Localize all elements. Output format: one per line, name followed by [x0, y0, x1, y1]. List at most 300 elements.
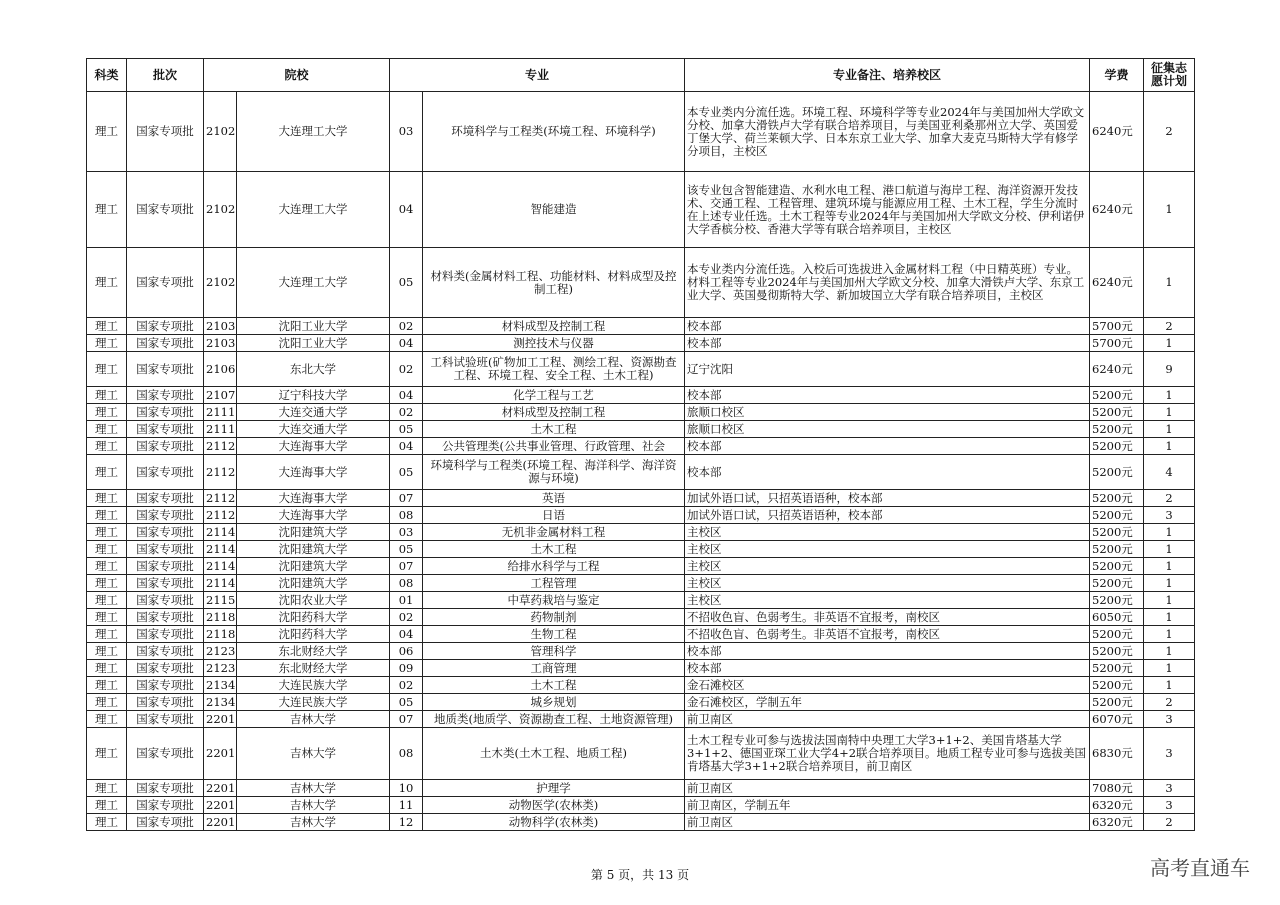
cell-fee: 5200元 — [1090, 643, 1144, 660]
cell-school: 大连交通大学 — [237, 404, 390, 421]
cell-plan: 1 — [1144, 660, 1195, 677]
cell-fee: 5700元 — [1090, 335, 1144, 352]
cell-school: 吉林大学 — [237, 797, 390, 814]
cell-batch: 国家专项批 — [127, 677, 204, 694]
cell-school-code: 2114 — [204, 575, 237, 592]
admission-plan-table — [86, 58, 1195, 831]
table-row — [87, 438, 1195, 455]
cell-school-code: 2102 — [204, 172, 237, 248]
table-row — [87, 643, 1195, 660]
cell-fee: 5200元 — [1090, 455, 1144, 490]
cell-major-code: 11 — [390, 797, 423, 814]
cell-major: 环境科学与工程类(环境工程、环境科学) — [423, 92, 685, 172]
cell-notes: 校本部 — [685, 660, 1090, 677]
table-row — [87, 404, 1195, 421]
header-notes: 专业备注、培养校区 — [685, 59, 1090, 92]
table-row — [87, 421, 1195, 438]
cell-school: 大连海事大学 — [237, 490, 390, 507]
header-row — [87, 59, 1195, 92]
cell-plan: 3 — [1144, 711, 1195, 728]
cell-major-code: 03 — [390, 524, 423, 541]
cell-category: 理工 — [87, 626, 127, 643]
table-row — [87, 592, 1195, 609]
cell-school: 东北财经大学 — [237, 643, 390, 660]
watermark-text: 高考直通车 — [1150, 856, 1250, 880]
cell-fee: 5200元 — [1090, 404, 1144, 421]
cell-plan: 1 — [1144, 575, 1195, 592]
cell-notes: 校本部 — [685, 643, 1090, 660]
cell-major: 动物科学(农林类) — [423, 814, 685, 831]
cell-school-code: 2114 — [204, 558, 237, 575]
header-category: 科类 — [87, 59, 127, 92]
cell-batch: 国家专项批 — [127, 438, 204, 455]
cell-school: 东北财经大学 — [237, 660, 390, 677]
cell-major-code: 04 — [390, 335, 423, 352]
cell-major: 化学工程与工艺 — [423, 387, 685, 404]
cell-batch: 国家专项批 — [127, 728, 204, 780]
cell-major: 环境科学与工程类(环境工程、海洋科学、海洋资源与环境) — [423, 455, 685, 490]
cell-school-code: 2134 — [204, 694, 237, 711]
table-row — [87, 541, 1195, 558]
cell-major: 工商管理 — [423, 660, 685, 677]
cell-school-code: 2107 — [204, 387, 237, 404]
cell-plan: 2 — [1144, 814, 1195, 831]
cell-plan: 1 — [1144, 387, 1195, 404]
cell-plan: 1 — [1144, 524, 1195, 541]
table-row — [87, 626, 1195, 643]
cell-major-code: 01 — [390, 592, 423, 609]
cell-major-code: 08 — [390, 507, 423, 524]
cell-school-code: 2201 — [204, 814, 237, 831]
cell-major-code: 03 — [390, 92, 423, 172]
cell-major-code: 08 — [390, 575, 423, 592]
cell-school: 大连民族大学 — [237, 677, 390, 694]
cell-notes: 旅顺口校区 — [685, 404, 1090, 421]
cell-batch: 国家专项批 — [127, 575, 204, 592]
table-row — [87, 92, 1195, 172]
cell-major: 生物工程 — [423, 626, 685, 643]
cell-school-code: 2103 — [204, 335, 237, 352]
cell-major: 给排水科学与工程 — [423, 558, 685, 575]
cell-major-code: 05 — [390, 455, 423, 490]
cell-school-code: 2103 — [204, 318, 237, 335]
cell-batch: 国家专项批 — [127, 352, 204, 387]
cell-category: 理工 — [87, 592, 127, 609]
cell-major-code: 05 — [390, 248, 423, 318]
cell-category: 理工 — [87, 558, 127, 575]
cell-major: 英语 — [423, 490, 685, 507]
cell-plan: 1 — [1144, 609, 1195, 626]
cell-school: 吉林大学 — [237, 728, 390, 780]
table-row — [87, 387, 1195, 404]
cell-notes: 前卫南区，学制五年 — [685, 797, 1090, 814]
cell-fee: 5200元 — [1090, 438, 1144, 455]
table-row — [87, 694, 1195, 711]
cell-batch: 国家专项批 — [127, 507, 204, 524]
cell-notes: 辽宁沈阳 — [685, 352, 1090, 387]
cell-major: 日语 — [423, 507, 685, 524]
cell-category: 理工 — [87, 780, 127, 797]
cell-major: 土木类(土木工程、地质工程) — [423, 728, 685, 780]
table-row — [87, 677, 1195, 694]
cell-plan: 1 — [1144, 421, 1195, 438]
cell-plan: 4 — [1144, 455, 1195, 490]
cell-school-code: 2201 — [204, 711, 237, 728]
cell-school: 沈阳建筑大学 — [237, 558, 390, 575]
cell-plan: 1 — [1144, 626, 1195, 643]
cell-batch: 国家专项批 — [127, 694, 204, 711]
cell-fee: 6240元 — [1090, 352, 1144, 387]
cell-notes: 金石滩校区 — [685, 677, 1090, 694]
cell-major-code: 08 — [390, 728, 423, 780]
cell-batch: 国家专项批 — [127, 814, 204, 831]
cell-major-code: 05 — [390, 694, 423, 711]
cell-school: 沈阳药科大学 — [237, 626, 390, 643]
cell-fee: 5200元 — [1090, 421, 1144, 438]
cell-school: 大连海事大学 — [237, 507, 390, 524]
cell-fee: 6240元 — [1090, 92, 1144, 172]
cell-category: 理工 — [87, 318, 127, 335]
cell-batch: 国家专项批 — [127, 404, 204, 421]
cell-school-code: 2201 — [204, 728, 237, 780]
cell-school-code: 2112 — [204, 455, 237, 490]
table-row — [87, 575, 1195, 592]
cell-fee: 5200元 — [1090, 507, 1144, 524]
header-plan: 征集志愿计划 — [1144, 59, 1195, 92]
cell-category: 理工 — [87, 387, 127, 404]
cell-fee: 6070元 — [1090, 711, 1144, 728]
cell-plan: 3 — [1144, 728, 1195, 780]
cell-category: 理工 — [87, 248, 127, 318]
cell-major: 土木工程 — [423, 677, 685, 694]
cell-fee: 5200元 — [1090, 677, 1144, 694]
cell-batch: 国家专项批 — [127, 421, 204, 438]
cell-major-code: 04 — [390, 387, 423, 404]
table-row — [87, 558, 1195, 575]
table-row — [87, 711, 1195, 728]
cell-plan: 2 — [1144, 490, 1195, 507]
cell-category: 理工 — [87, 643, 127, 660]
cell-batch: 国家专项批 — [127, 592, 204, 609]
cell-category: 理工 — [87, 490, 127, 507]
cell-major: 药物制剂 — [423, 609, 685, 626]
cell-plan: 1 — [1144, 592, 1195, 609]
cell-school: 沈阳建筑大学 — [237, 524, 390, 541]
cell-major: 材料成型及控制工程 — [423, 318, 685, 335]
cell-school-code: 2102 — [204, 92, 237, 172]
cell-fee: 5700元 — [1090, 318, 1144, 335]
cell-school-code: 2114 — [204, 541, 237, 558]
cell-category: 理工 — [87, 677, 127, 694]
cell-plan: 1 — [1144, 643, 1195, 660]
cell-major: 测控技术与仪器 — [423, 335, 685, 352]
cell-major: 土木工程 — [423, 421, 685, 438]
cell-notes: 金石滩校区，学制五年 — [685, 694, 1090, 711]
cell-major: 管理科学 — [423, 643, 685, 660]
cell-category: 理工 — [87, 814, 127, 831]
cell-school-code: 2118 — [204, 609, 237, 626]
cell-major: 动物医学(农林类) — [423, 797, 685, 814]
header-major: 专业 — [390, 59, 685, 92]
cell-notes: 前卫南区 — [685, 814, 1090, 831]
cell-batch: 国家专项批 — [127, 387, 204, 404]
cell-school: 沈阳农业大学 — [237, 592, 390, 609]
cell-fee: 6240元 — [1090, 248, 1144, 318]
cell-fee: 7080元 — [1090, 780, 1144, 797]
cell-plan: 1 — [1144, 438, 1195, 455]
cell-plan: 3 — [1144, 507, 1195, 524]
cell-major-code: 09 — [390, 660, 423, 677]
cell-major-code: 07 — [390, 558, 423, 575]
cell-school-code: 2115 — [204, 592, 237, 609]
cell-notes: 不招收色盲、色弱考生。非英语不宜报考，南校区 — [685, 609, 1090, 626]
cell-plan: 3 — [1144, 780, 1195, 797]
table-row — [87, 814, 1195, 831]
cell-category: 理工 — [87, 575, 127, 592]
cell-plan: 9 — [1144, 352, 1195, 387]
cell-notes: 旅顺口校区 — [685, 421, 1090, 438]
cell-major-code: 06 — [390, 643, 423, 660]
cell-plan: 1 — [1144, 248, 1195, 318]
cell-school: 辽宁科技大学 — [237, 387, 390, 404]
cell-school-code: 2123 — [204, 660, 237, 677]
cell-school: 沈阳工业大学 — [237, 318, 390, 335]
cell-category: 理工 — [87, 609, 127, 626]
cell-batch: 国家专项批 — [127, 248, 204, 318]
table-row — [87, 455, 1195, 490]
cell-school: 大连理工大学 — [237, 248, 390, 318]
cell-major-code: 05 — [390, 421, 423, 438]
cell-school: 沈阳建筑大学 — [237, 575, 390, 592]
cell-batch: 国家专项批 — [127, 172, 204, 248]
cell-school-code: 2114 — [204, 524, 237, 541]
table-row — [87, 797, 1195, 814]
cell-notes: 校本部 — [685, 438, 1090, 455]
cell-category: 理工 — [87, 335, 127, 352]
cell-major: 工程管理 — [423, 575, 685, 592]
cell-major: 材料成型及控制工程 — [423, 404, 685, 421]
cell-batch: 国家专项批 — [127, 660, 204, 677]
table-row — [87, 609, 1195, 626]
cell-school: 东北大学 — [237, 352, 390, 387]
cell-notes: 校本部 — [685, 455, 1090, 490]
cell-category: 理工 — [87, 694, 127, 711]
cell-batch: 国家专项批 — [127, 626, 204, 643]
cell-fee: 5200元 — [1090, 660, 1144, 677]
cell-major-code: 12 — [390, 814, 423, 831]
cell-school-code: 2201 — [204, 780, 237, 797]
cell-major: 护理学 — [423, 780, 685, 797]
cell-plan: 1 — [1144, 335, 1195, 352]
table-row — [87, 318, 1195, 335]
table-row — [87, 352, 1195, 387]
cell-notes: 校本部 — [685, 335, 1090, 352]
cell-notes: 主校区 — [685, 541, 1090, 558]
cell-school-code: 2118 — [204, 626, 237, 643]
cell-major-code: 07 — [390, 490, 423, 507]
cell-notes: 加试外语口试，只招英语语种，校本部 — [685, 507, 1090, 524]
cell-school-code: 2102 — [204, 248, 237, 318]
cell-school: 大连理工大学 — [237, 172, 390, 248]
cell-plan: 2 — [1144, 318, 1195, 335]
cell-notes: 本专业类内分流任选。入校后可选拔进入金属材料工程（中日精英班）专业。材料工程等专业2024年与美国加州大学欧文分校、加拿大滑铁卢大学、东京工业大学、英国曼彻斯特大学、新加坡国立大学有联合培养项目，主校区 — [685, 248, 1090, 318]
cell-fee: 5200元 — [1090, 524, 1144, 541]
cell-notes: 土木工程专业可参与选拔法国南特中央理工大学3+1+2、美国肯塔基大学3+1+2、德国亚琛工业大学4+2联合培养项目。地质工程专业可参与选拔美国肯塔基大学3+1+2联合培养项目，前卫南区 — [685, 728, 1090, 780]
cell-major-code: 04 — [390, 172, 423, 248]
cell-batch: 国家专项批 — [127, 541, 204, 558]
cell-batch: 国家专项批 — [127, 92, 204, 172]
cell-fee: 5200元 — [1090, 592, 1144, 609]
cell-major-code: 02 — [390, 318, 423, 335]
cell-major: 公共管理类(公共事业管理、行政管理、社会 — [423, 438, 685, 455]
cell-plan: 2 — [1144, 694, 1195, 711]
cell-category: 理工 — [87, 660, 127, 677]
cell-notes: 校本部 — [685, 318, 1090, 335]
cell-fee: 6830元 — [1090, 728, 1144, 780]
cell-plan: 3 — [1144, 797, 1195, 814]
cell-school: 大连民族大学 — [237, 694, 390, 711]
table-row — [87, 490, 1195, 507]
table-row — [87, 507, 1195, 524]
cell-school-code: 2111 — [204, 421, 237, 438]
header-fee: 学费 — [1090, 59, 1144, 92]
cell-major: 工科试验班(矿物加工工程、测绘工程、资源勘查工程、环境工程、安全工程、土木工程) — [423, 352, 685, 387]
cell-major-code: 02 — [390, 677, 423, 694]
cell-notes: 主校区 — [685, 524, 1090, 541]
cell-category: 理工 — [87, 455, 127, 490]
cell-batch: 国家专项批 — [127, 455, 204, 490]
cell-batch: 国家专项批 — [127, 524, 204, 541]
cell-major-code: 04 — [390, 626, 423, 643]
cell-school-code: 2201 — [204, 797, 237, 814]
cell-category: 理工 — [87, 728, 127, 780]
table-row — [87, 172, 1195, 248]
cell-plan: 2 — [1144, 92, 1195, 172]
cell-major-code: 07 — [390, 711, 423, 728]
cell-category: 理工 — [87, 524, 127, 541]
cell-notes: 前卫南区 — [685, 711, 1090, 728]
cell-batch: 国家专项批 — [127, 797, 204, 814]
cell-major: 地质类(地质学、资源勘查工程、土地资源管理) — [423, 711, 685, 728]
cell-school: 沈阳工业大学 — [237, 335, 390, 352]
cell-school: 大连交通大学 — [237, 421, 390, 438]
cell-category: 理工 — [87, 172, 127, 248]
cell-major-code: 02 — [390, 404, 423, 421]
cell-batch: 国家专项批 — [127, 643, 204, 660]
cell-school-code: 2134 — [204, 677, 237, 694]
cell-batch: 国家专项批 — [127, 609, 204, 626]
table-row — [87, 728, 1195, 780]
header-school: 院校 — [204, 59, 390, 92]
cell-notes: 主校区 — [685, 592, 1090, 609]
table-row — [87, 660, 1195, 677]
cell-notes: 该专业包含智能建造、水利水电工程、港口航道与海岸工程、海洋资源开发技术、交通工程、工程管理、建筑环境与能源应用工程、土木工程，学生分流时在上述专业任选。土木工程等专业2024年与美国加州大学欧文分校、伊利诺伊大学香槟分校、香港大学等有联合培养项目，主校区 — [685, 172, 1090, 248]
cell-category: 理工 — [87, 438, 127, 455]
cell-category: 理工 — [87, 541, 127, 558]
table-row — [87, 524, 1195, 541]
page-footer: 第 5 页，共 13 页 — [590, 868, 690, 882]
table-body — [87, 92, 1195, 831]
cell-school: 吉林大学 — [237, 711, 390, 728]
cell-plan: 1 — [1144, 404, 1195, 421]
cell-batch: 国家专项批 — [127, 335, 204, 352]
cell-batch: 国家专项批 — [127, 558, 204, 575]
cell-fee: 6320元 — [1090, 797, 1144, 814]
cell-school: 吉林大学 — [237, 780, 390, 797]
cell-category: 理工 — [87, 711, 127, 728]
cell-fee: 5200元 — [1090, 490, 1144, 507]
cell-fee: 6320元 — [1090, 814, 1144, 831]
cell-batch: 国家专项批 — [127, 490, 204, 507]
cell-category: 理工 — [87, 352, 127, 387]
cell-school: 沈阳建筑大学 — [237, 541, 390, 558]
cell-fee: 6240元 — [1090, 172, 1144, 248]
cell-school: 大连海事大学 — [237, 438, 390, 455]
cell-category: 理工 — [87, 404, 127, 421]
cell-major-code: 10 — [390, 780, 423, 797]
cell-school: 吉林大学 — [237, 814, 390, 831]
header-batch: 批次 — [127, 59, 204, 92]
cell-fee: 6050元 — [1090, 609, 1144, 626]
cell-fee: 5200元 — [1090, 575, 1144, 592]
cell-fee: 5200元 — [1090, 694, 1144, 711]
cell-school: 大连理工大学 — [237, 92, 390, 172]
cell-school-code: 2111 — [204, 404, 237, 421]
cell-major: 中草药栽培与鉴定 — [423, 592, 685, 609]
table-row — [87, 248, 1195, 318]
cell-school: 大连海事大学 — [237, 455, 390, 490]
cell-major-code: 02 — [390, 352, 423, 387]
cell-major: 无机非金属材料工程 — [423, 524, 685, 541]
table-row — [87, 780, 1195, 797]
cell-fee: 5200元 — [1090, 387, 1144, 404]
cell-school-code: 2106 — [204, 352, 237, 387]
cell-category: 理工 — [87, 92, 127, 172]
cell-batch: 国家专项批 — [127, 711, 204, 728]
cell-category: 理工 — [87, 797, 127, 814]
cell-notes: 不招收色盲、色弱考生。非英语不宜报考，南校区 — [685, 626, 1090, 643]
cell-major: 智能建造 — [423, 172, 685, 248]
cell-fee: 5200元 — [1090, 541, 1144, 558]
cell-school-code: 2112 — [204, 438, 237, 455]
cell-notes: 加试外语口试，只招英语语种，校本部 — [685, 490, 1090, 507]
cell-major: 城乡规划 — [423, 694, 685, 711]
cell-notes: 校本部 — [685, 387, 1090, 404]
cell-fee: 5200元 — [1090, 626, 1144, 643]
cell-category: 理工 — [87, 507, 127, 524]
cell-school-code: 2123 — [204, 643, 237, 660]
cell-batch: 国家专项批 — [127, 780, 204, 797]
cell-category: 理工 — [87, 421, 127, 438]
cell-major-code: 05 — [390, 541, 423, 558]
cell-fee: 5200元 — [1090, 558, 1144, 575]
cell-plan: 1 — [1144, 172, 1195, 248]
cell-school: 沈阳药科大学 — [237, 609, 390, 626]
cell-notes: 本专业类内分流任选。环境工程、环境科学等专业2024年与美国加州大学欧文分校、加拿大滑铁卢大学有联合培养项目，与美国亚利桑那州立大学、英国爱丁堡大学、荷兰莱顿大学、日本东京工业大学、加拿大麦克马斯特大学有修学分项目，主校区 — [685, 92, 1090, 172]
cell-notes: 主校区 — [685, 558, 1090, 575]
cell-school-code: 2112 — [204, 507, 237, 524]
cell-notes: 主校区 — [685, 575, 1090, 592]
cell-batch: 国家专项批 — [127, 318, 204, 335]
cell-school-code: 2112 — [204, 490, 237, 507]
cell-major: 材料类(金属材料工程、功能材料、材料成型及控制工程) — [423, 248, 685, 318]
cell-plan: 1 — [1144, 558, 1195, 575]
cell-major: 土木工程 — [423, 541, 685, 558]
table-row — [87, 335, 1195, 352]
cell-major-code: 02 — [390, 609, 423, 626]
cell-plan: 1 — [1144, 541, 1195, 558]
cell-major-code: 04 — [390, 438, 423, 455]
